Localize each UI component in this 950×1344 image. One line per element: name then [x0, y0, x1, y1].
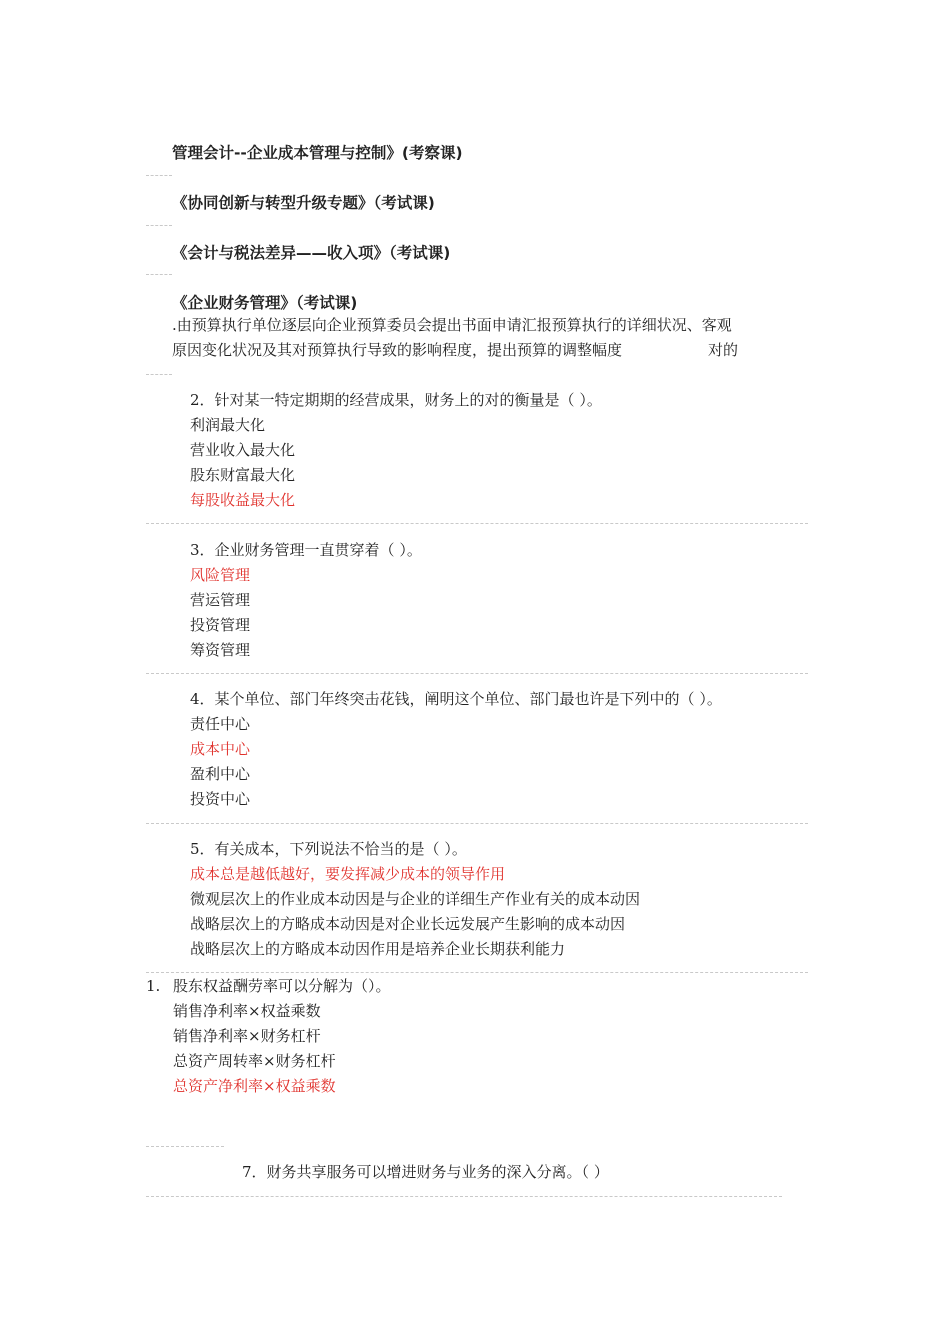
course-heading-1: 管理会计--企业成本管理与控制》(考察课)	[172, 144, 463, 162]
question-6-options	[173, 999, 336, 1099]
option: 股东财富最大化	[190, 466, 296, 484]
option: 筹资管理	[190, 641, 251, 659]
separator	[146, 374, 172, 375]
question-2-options	[190, 413, 295, 513]
separator	[146, 673, 808, 674]
question-6-stem: 股东权益酬劳率可以分解为（）。	[173, 977, 391, 995]
separator	[146, 1196, 782, 1197]
question-6-number: 1.	[146, 977, 161, 995]
option: 战略层次上的方略成本动因作用是培养企业长期获利能力	[190, 940, 566, 958]
separator	[146, 823, 808, 824]
option: 投资中心	[190, 790, 251, 808]
intro-line-1: .由预算执行单位逐层向企业预算委员会提出书面申请汇报预算执行的详细状况、客观	[172, 316, 732, 334]
intro-answer: 对的	[708, 341, 739, 359]
correct-option: 总资产净利率×权益乘数	[173, 1077, 336, 1095]
option: 销售净利率×权益乘数	[173, 1002, 321, 1020]
separator	[146, 274, 172, 275]
course-heading-2: 《协同创新与转型升级专题》（考试课)	[172, 194, 435, 212]
separator	[146, 523, 808, 524]
question-3-options	[190, 563, 250, 663]
course-heading-3: 《会计与税法差异——收入项》（考试课)	[172, 244, 451, 262]
option: 责任中心	[190, 715, 251, 733]
option: 微观层次上的作业成本动因是与企业的详细生产作业有关的成本动因	[190, 890, 641, 908]
option: 盈利中心	[190, 765, 251, 783]
option: 战略层次上的方略成本动因是对企业长远发展产生影响的成本动因	[190, 915, 626, 933]
question-2-stem: 2．针对某一特定期期的经营成果，财务上的对的衡量是（ ）。	[190, 391, 602, 409]
option: 利润最大化	[190, 416, 266, 434]
option: 营运管理	[190, 591, 251, 609]
option: 营业收入最大化	[190, 441, 296, 459]
course-heading-4: 《企业财务管理》（考试课)	[172, 294, 358, 312]
separator	[146, 175, 172, 176]
correct-option: 成本中心	[190, 740, 251, 758]
question-4-options	[190, 712, 250, 812]
question-3-stem: 3．企业财务管理一直贯穿着（ ）。	[190, 541, 422, 559]
correct-option: 每股收益最大化	[190, 491, 296, 509]
intro-line-2: 原因变化状况及其对预算执行导致的影响程度，提出预算的调整幅度	[172, 341, 623, 359]
correct-option: 风险管理	[190, 566, 251, 584]
question-4-stem: 4．某个单位、部门年终突击花钱，阐明这个单位、部门最也许是下列中的（ ）。	[190, 690, 722, 708]
question-5-stem: 5．有关成本，下列说法不恰当的是（ ）。	[190, 840, 467, 858]
separator	[146, 972, 808, 973]
correct-option: 成本总是越低越好，要发挥减少成本的领导作用	[190, 865, 506, 883]
separator	[146, 1146, 224, 1147]
question-5-options	[190, 862, 640, 962]
option: 总资产周转率×财务杠杆	[173, 1052, 336, 1070]
option: 投资管理	[190, 616, 251, 634]
separator	[146, 225, 172, 226]
question-7-stem: 7．财务共享服务可以增进财务与业务的深入分离。（ ）	[242, 1163, 609, 1181]
option: 销售净利率×财务杠杆	[173, 1027, 321, 1045]
